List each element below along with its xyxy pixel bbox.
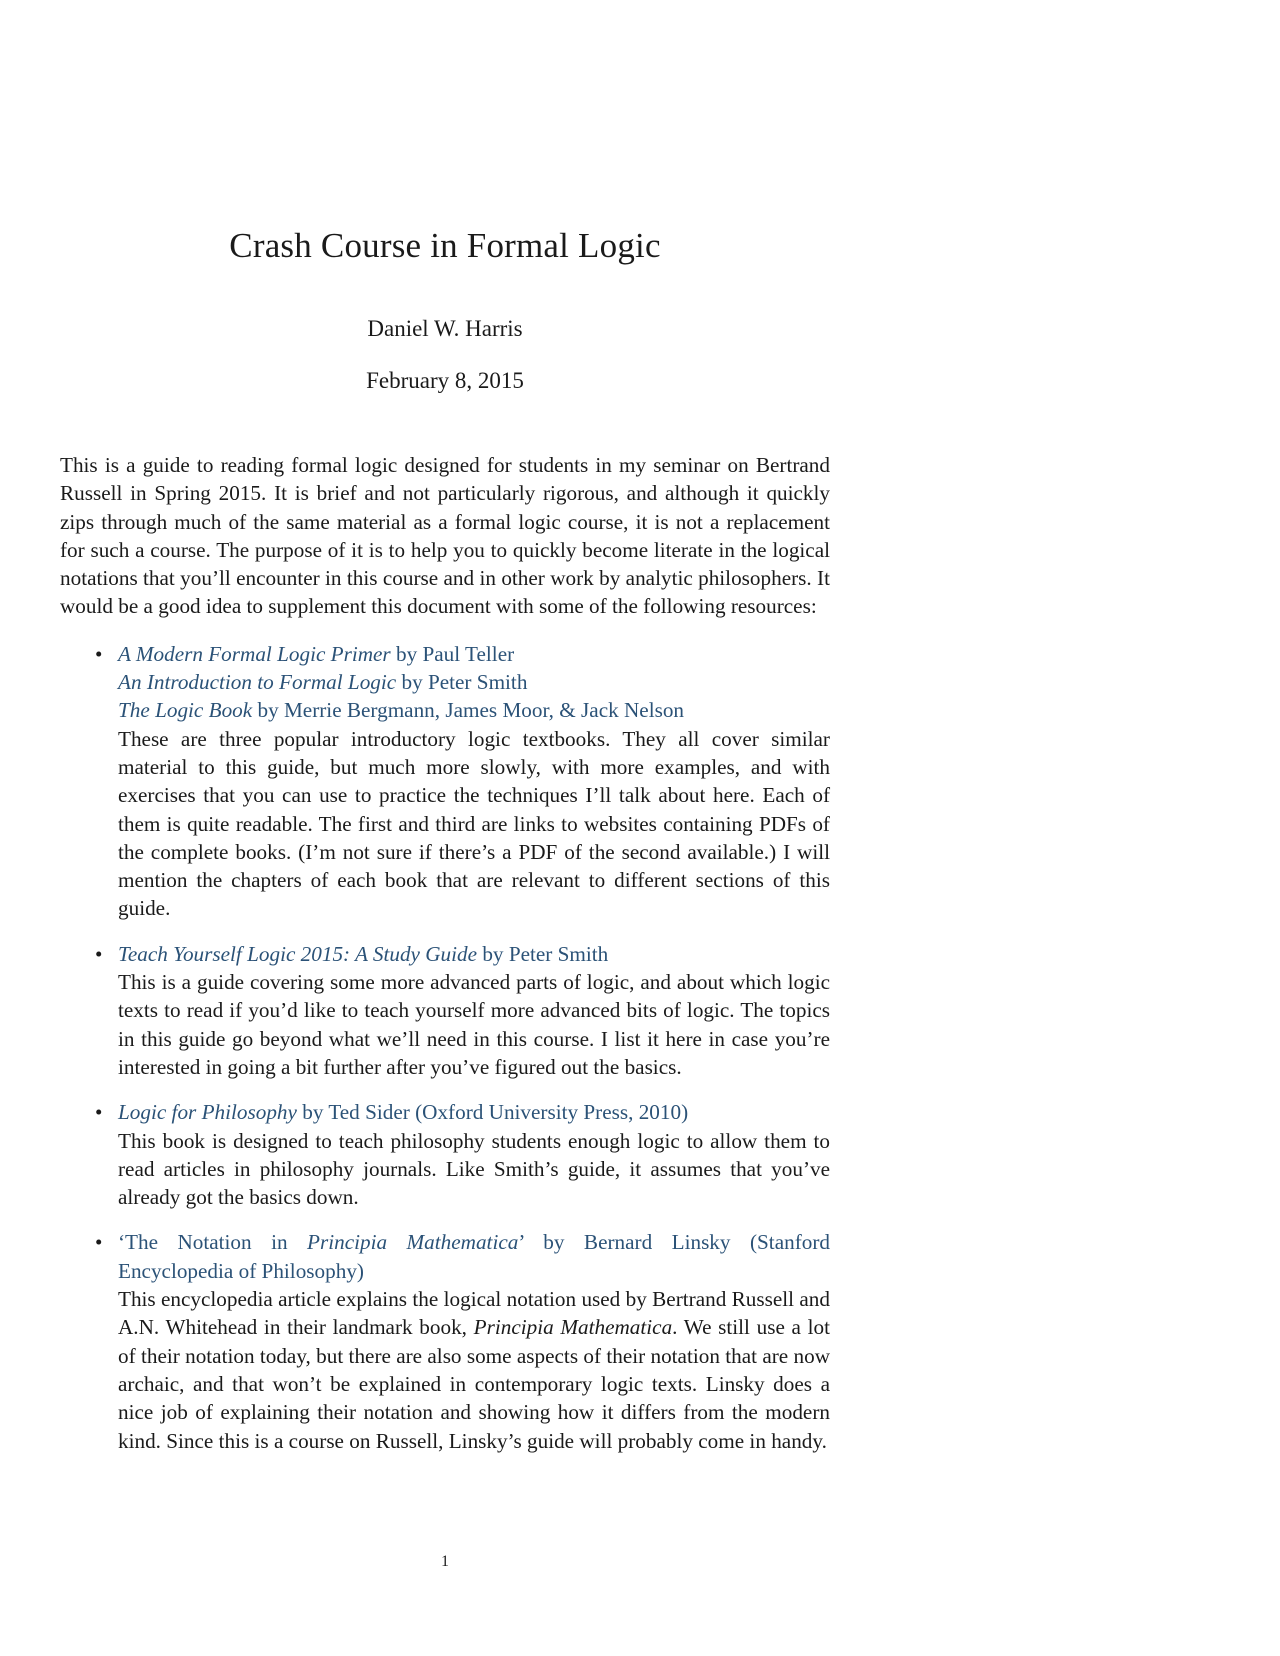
link-title: An Introduction to Formal Logic (118, 670, 397, 695)
link-rest: by Merrie Bergmann, James Moor, & Jack Nelson (252, 698, 685, 723)
resource-link-teach-yourself[interactable] (118, 940, 830, 968)
list-item (60, 1228, 830, 1454)
document-date: February 8, 2015 (366, 368, 524, 393)
link-title: A Modern Formal Logic Primer (118, 641, 391, 666)
link-title: Teach Yourself Logic 2015: A Study Guide (118, 941, 478, 966)
link-title: Principia Mathematica (307, 1230, 519, 1255)
resource-link-teller[interactable] (118, 640, 830, 668)
resource-link-sider[interactable] (118, 1098, 830, 1126)
link-notation-principia[interactable] (118, 1230, 830, 1282)
resource-link-smith[interactable] (118, 668, 830, 696)
resource-link-linsky[interactable] (118, 1228, 830, 1285)
link-modern-formal-logic-primer[interactable] (118, 642, 514, 666)
link-pre: ‘The Notation in (118, 1230, 308, 1255)
desc-pre: This encyclopedia article explains the logical notation used by Bertrand Russell and A.N. Whitehead in their landmark book, (118, 1287, 830, 1340)
list-item (60, 640, 830, 923)
desc-post: . We still use a lot of their notation today, but there are also some aspects of their notation that are now archaic, and that won’t be explained in contemporary logic texts. Linsky does a nice job of explaining their notation and showing how it differs from the modern kind. Since this is a course on Russell, Linsky’s guide will probably come in handy. (118, 1315, 830, 1453)
link-rest: by Peter Smith (396, 670, 528, 695)
link-logic-book[interactable] (118, 698, 684, 722)
page-number: 1 (441, 1553, 449, 1570)
resource-description: This is a guide covering some more advanced parts of logic, and about which logic texts to read if you’d like to teach yourself more advanced bits of logic. The topics in this guide go beyond what we’ll need in this course. I list it here in case you’re interested in going a bit further after you’ve figured out the basics. (118, 970, 830, 1079)
list-item (60, 940, 830, 1081)
link-title: The Logic Book (118, 698, 253, 723)
link-title: Logic for Philosophy (118, 1100, 297, 1125)
resource-description (118, 1285, 830, 1455)
link-rest: by Peter Smith (477, 941, 609, 966)
link-logic-for-philosophy[interactable] (118, 1100, 688, 1124)
main-content (60, 451, 830, 1472)
list-item (60, 1098, 830, 1211)
resource-link-bergmann[interactable] (118, 696, 830, 724)
desc-emphasis: Principia Mathematica (473, 1315, 673, 1340)
resource-description: This book is designed to teach philosophy students enough logic to allow them to read articles in philosophy journals. Like Smith’s guide, it assumes that you’ve already got the basics down. (118, 1128, 830, 1210)
resource-description: These are three popular introductory logic textbooks. They all cover similar material to this guide, but much more slowly, with more examples, and with exercises that you can use to practice the techniques I’ll talk about here. Each of them is quite readable. The first and third are links to websites containing PDFs of the complete books. (I’m not sure if there’s a PDF of the second available.) I will mention the chapters of each book that are relevant to different sections of this guide. (118, 726, 830, 921)
page-title: Crash Course in Formal Logic (229, 226, 661, 265)
link-teach-yourself-logic[interactable] (118, 942, 608, 966)
link-rest: by Ted Sider (Oxford University Press, 2010) (296, 1100, 689, 1125)
intro-paragraph: This is a guide to reading formal logic designed for students in my seminar on Bertrand Russell in Spring 2015. It is brief and not particularly rigorous, and although it quickly zips through much of the same material as a formal logic course, it is not a replacement for such a course. The purpose of it is to help you to quickly become literate in the logical notations that you’ll encounter in this course and in other work by analytic philosophers. It would be a good idea to supplement this document with some of the following resources: (60, 453, 830, 619)
author-name: Daniel W. Harris (367, 316, 523, 341)
link-rest: by Paul Teller (390, 641, 515, 666)
link-introduction-formal-logic[interactable] (118, 670, 527, 694)
link-rest: ’ by Bernard Linsky (Stanford Encyclopedia of Philosophy) (118, 1230, 830, 1283)
resource-list (60, 640, 830, 1455)
